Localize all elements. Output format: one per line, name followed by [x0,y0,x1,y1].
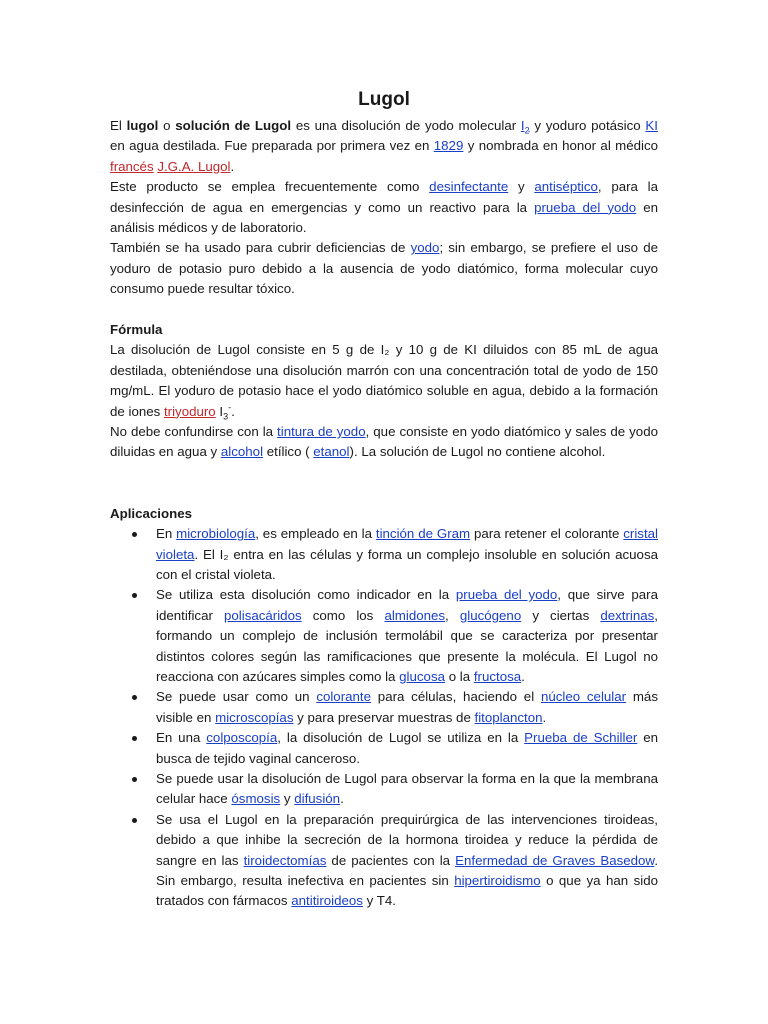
link-polisacaridos[interactable]: polisacáridos [224,607,302,623]
link-etanol[interactable]: etanol [313,444,350,460]
application-item: Se usa el Lugol en la preparación prequirúrgica de las intervenciones tiroideas, debido a que inhibe la secreción de la hormona tiroidea y reduce la pérdida de sangre en las tiroidectomías de pacientes con la Enfermedad de Graves Basedow. Sin embargo, resulta inefectiva en pacientes sin hipertiroidismo o que ya han sido tratados con fármacos antitiroideos y T4. [110,810,658,912]
link-triyoduro[interactable]: triyoduro [163,403,216,419]
application-item: Se puede usar la disolución de Lugol para observar la forma en la que la membrana celular hace ósmosis y difusión. [110,769,658,810]
intro-paragraph-3: También se ha usado para cubrir deficiencias de yodo; sin embargo, se prefiere el uso de yoduro de potasio puro debido a la ausencia de yodo diatómico, forma molecular cuyo consumo puede resultar tóxico. [110,240,658,297]
link-glucogeno[interactable]: glucógeno [459,607,522,623]
subscript: 3 [223,411,229,422]
application-item: Se utiliza esta disolución como indicador en la prueba del yodo, que sirve para identificar polisacáridos como los almidones, glucógeno y ciertas dextrinas, formando un complejo de inclusión termolábil que se caracteriza por presentar distintos colores según las ramificaciones que presente la molécula. El Lugol no reacciona con azúcares simples como la glucosa o la fructosa. [110,585,658,687]
link-i2[interactable]: $I_2$ [520,118,530,136]
page-title: Lugol [358,89,410,110]
link-prueba-del-yodo[interactable]: prueba del yodo [534,199,637,215]
link-1829[interactable]: 1829 [433,138,464,154]
link-cristal-violeta[interactable]: cristal violeta [156,526,659,562]
link-glucosa[interactable]: glucosa [399,668,445,684]
link-frances[interactable]: francés [110,158,154,174]
link-colposcopia[interactable]: colposcopía [206,730,278,746]
intro-paragraph-2: Este producto se emplea frecuentemente como desinfectante y antiséptico, para la desinfección de agua en emergencias y como un reactivo para la prueba del yodo en análisis médicos y de laboratorio. [110,179,658,236]
link-prueba-de-schiller[interactable]: Prueba de Schiller [524,730,638,746]
subscript: 2 [524,125,530,136]
link-ki[interactable]: KI [645,118,658,133]
link-prueba-del-yodo[interactable]: prueba del yodo [455,587,558,603]
link-fitoplancton[interactable]: fitoplancton [474,709,543,725]
link-desinfectante[interactable]: desinfectante [429,179,509,195]
link-almidones[interactable]: almidones [384,607,446,623]
link-alcohol[interactable]: alcohol [220,444,264,460]
link-fructosa[interactable]: fructosa [473,668,522,684]
formula-paragraph: La disolución de Lugol consiste en 5 g de I₂ y 10 g de KI diluidos con 85 mL de agua destilada, obteniéndose una disolución marrón con una concentración total de yodo de 150 mg/mL. El yoduro de potasio hace el yodo diatómico soluble en agua, debido a la formación de iones triyoduro $I_3^-$. [110,342,658,422]
application-item: Se puede usar como un colorante para células, haciendo el núcleo celular más visible en microscopías y para preservar muestras de fitoplancton. [110,687,658,728]
link-hipertiroidismo[interactable]: hipertiroidismo [454,873,541,888]
link-difusion[interactable]: difusión [294,791,341,807]
bullet-icon [132,736,137,741]
link-antiseptico[interactable]: antiséptico [534,179,598,195]
spacer [110,463,658,504]
link-tiroidectomias[interactable]: tiroidectomías [243,852,327,868]
spacer [110,300,658,320]
bullet-icon [132,532,137,537]
link-osmosis[interactable]: ósmosis [231,791,281,807]
bold-term: solución de Lugol [175,118,292,133]
link-antitiroideos[interactable]: antitiroideos [291,893,363,909]
bold-term: lugol [126,118,159,133]
intro-paragraph: El lugol o solución de Lugol es una disolución de yodo molecular $I_2$ y yoduro potásico KI en agua destilada. Fue preparada por primera vez en 1829 y nombrada en honor al médico francés J.G.A. Lugol. [110,118,658,174]
link-colorante[interactable]: colorante [316,689,372,705]
bullet-icon [132,818,137,823]
link-microscopias[interactable]: microscopías [215,709,294,725]
formula-heading: Fórmula [110,322,163,338]
link-dextrinas[interactable]: dextrinas [600,607,655,623]
link-j-g-a-lugol[interactable]: J.G.A. Lugol [157,158,231,174]
bullet-icon [132,695,137,700]
link-tincion-de-gram[interactable]: tinción de Gram [375,526,471,542]
document-body [110,116,658,912]
superscript: - [228,402,232,413]
applications-list [110,524,658,912]
application-item: En una colposcopía, la disolución de Lugol se utiliza en la Prueba de Schiller en busca de tejido vaginal canceroso. [110,728,658,769]
bullet-icon [132,777,137,782]
link-microbiologia[interactable]: microbiología [176,526,256,542]
applications-heading: Aplicaciones [110,505,193,521]
bullet-icon [132,593,137,598]
link-enfermedad-de-graves-basedow[interactable]: Enfermedad de Graves Basedow [455,852,655,868]
application-item: En microbiología, es empleado en la tinción de Gram para retener el colorante cristal violeta. El I₂ entra en las células y forma un complejo insoluble en solución acuosa con el cristal violeta. [110,524,658,585]
formula-paragraph-2: No debe confundirse con la tintura de yodo, que consiste en yodo diatómico y sales de yodo diluidas en agua y alcohol etílico ( etanol). La solución de Lugol no contiene alcohol. [110,424,658,460]
link-nucleo-celular[interactable]: núcleo celular [540,689,627,705]
link-tintura-de-yodo[interactable]: tintura de yodo [277,424,366,440]
link-yodo[interactable]: yodo [410,240,440,256]
